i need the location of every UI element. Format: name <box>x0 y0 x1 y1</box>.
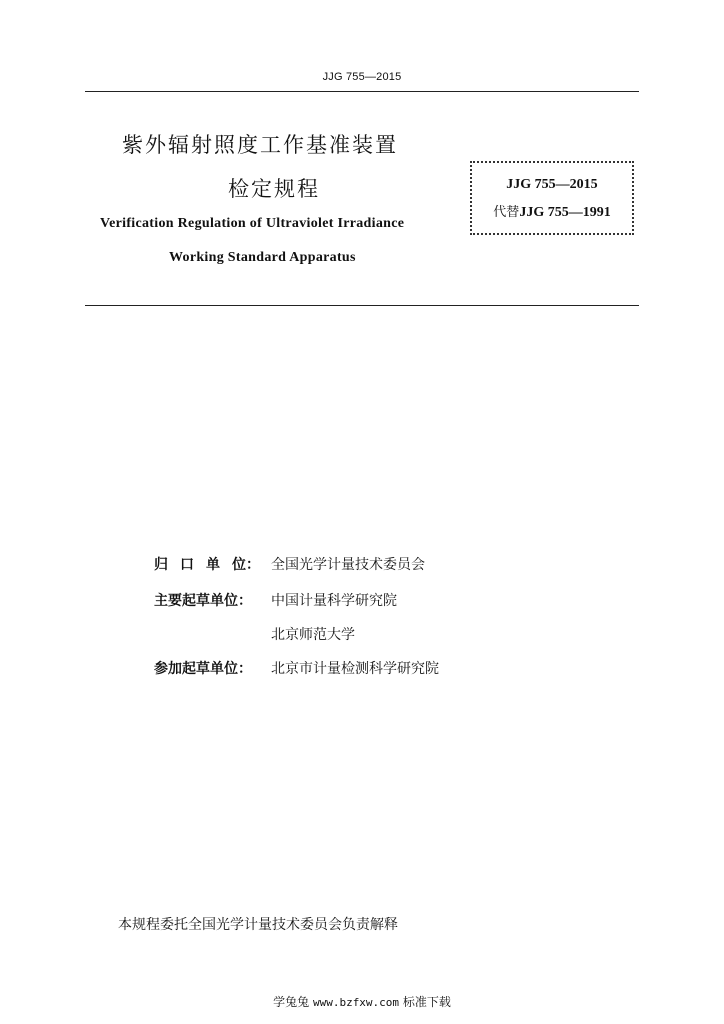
main-drafting-unit-row <box>154 590 397 610</box>
standard-code-box <box>470 161 634 235</box>
header-standard-code: JJG 755—2015 <box>322 71 402 83</box>
label-colon: ： <box>246 557 260 573</box>
watermark-suffix: 标准下载 <box>402 995 451 1009</box>
watermark-site-name: 学兔兔 <box>273 995 310 1009</box>
main-drafting-value-2: 北京师范大学 <box>271 627 355 643</box>
title-english-line-1: Verification Regulation of Ultraviolet Irradiance <box>100 216 405 231</box>
participating-drafting-label: 参加起草单位： <box>154 661 252 677</box>
replaces-prefix: 代替 <box>493 205 520 220</box>
main-drafting-value-1: 中国计量科学研究院 <box>271 593 397 609</box>
participating-drafting-unit-row <box>154 658 439 678</box>
participating-drafting-value: 北京市计量检测科学研究院 <box>271 661 439 677</box>
download-watermark <box>0 993 724 1010</box>
title-chinese-line-1: 紫外辐射照度工作基准装置 <box>122 133 398 157</box>
responsible-unit-label <box>154 554 271 574</box>
main-drafting-label: 主要起草单位： <box>154 593 252 609</box>
title-chinese-line-2: 检定规程 <box>228 177 320 201</box>
label-char: 归 <box>154 557 168 573</box>
responsible-unit-value: 全国光学计量技术委员会 <box>271 557 425 573</box>
standard-code: JJG 755—2015 <box>506 177 598 192</box>
title-english-line-2: Working Standard Apparatus <box>169 250 356 265</box>
responsible-unit-row <box>154 554 425 574</box>
watermark-url: www.bzfxw.com <box>312 996 400 1009</box>
label-char: 位 <box>232 557 246 573</box>
label-char: 单 <box>206 557 220 573</box>
label-char: 口 <box>180 557 194 573</box>
interpretation-note: 本规程委托全国光学计量技术委员会负责解释 <box>118 917 398 933</box>
top-divider <box>85 91 639 92</box>
title-divider <box>85 305 639 306</box>
replaced-standard-code: JJG 755—1991 <box>519 205 611 220</box>
replaces-code-line <box>470 201 634 221</box>
